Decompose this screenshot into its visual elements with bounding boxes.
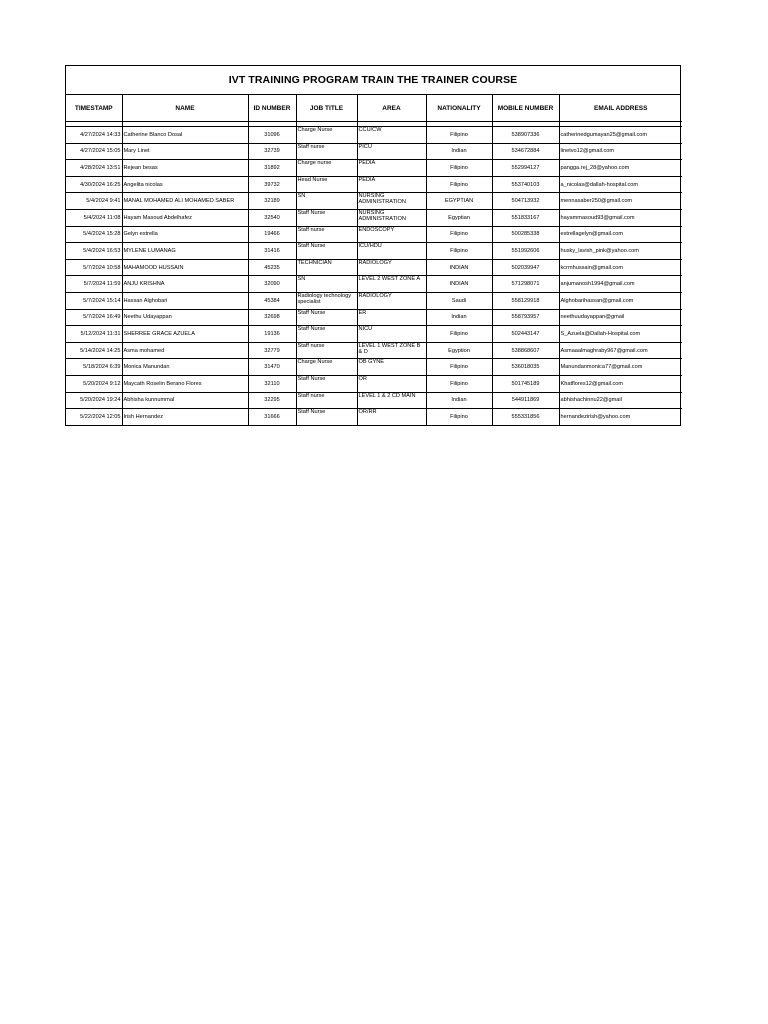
cell-name: Monica Manundan (122, 359, 248, 376)
col-header-name: NAME (122, 95, 248, 122)
cell-email-address: estrellagelyn@gmail.com (559, 226, 682, 243)
cell-timestamp: 5/22/2024 12:05 (66, 409, 122, 425)
cell-job-title: Staff nurse (296, 143, 357, 160)
cell-mobile-number: 552994127 (492, 160, 559, 177)
cell-name: SHERREE GRACE AZUELA (122, 326, 248, 343)
cell-email-address: kcrmhussain@gmail.com (559, 259, 682, 276)
cell-timestamp: 4/27/2024 15:05 (66, 143, 122, 160)
cell-id-number: 45384 (248, 292, 296, 309)
cell-nationality: Filipino (426, 375, 492, 392)
cell-timestamp: 5/7/2024 10:58 (66, 259, 122, 276)
cell-email-address: husky_lavish_pink@yahoo.com (559, 243, 682, 260)
cell-nationality: Filipino (426, 226, 492, 243)
cell-mobile-number: 558129918 (492, 292, 559, 309)
cell-name: Abhisha kunnummal (122, 392, 248, 409)
cell-mobile-number: 553740103 (492, 176, 559, 193)
cell-name: MAHAMOOD HUSSAIN (122, 259, 248, 276)
cell-id-number: 32110 (248, 375, 296, 392)
cell-timestamp: 5/4/2024 9:41 (66, 193, 122, 210)
cell-nationality: INDIAN (426, 259, 492, 276)
table-row (66, 359, 682, 376)
table-row (66, 309, 682, 326)
cell-id-number: 19136 (248, 326, 296, 343)
sheet-title: IVT TRAINING PROGRAM TRAIN THE TRAINER COURSE (66, 66, 680, 95)
cell-email-address: hernandezirish@yahoo.com (560, 413, 631, 420)
table-row (66, 392, 682, 409)
cell-mobile-number: 538868607 (492, 342, 559, 359)
cell-email-address: anjumanosh1994@gmail.com (559, 276, 682, 293)
cell-area: PICU (357, 143, 426, 160)
cell-mobile-number: 538907336 (492, 127, 559, 144)
cell-job-title: Staff nurse (296, 342, 357, 359)
cell-timestamp: 5/20/2024 9:12 (66, 375, 122, 392)
cell-id-number: 31892 (248, 160, 296, 177)
cell-email-address: abhishachinnu22@gmail (559, 392, 682, 409)
cell-email-address: linetvo12@gmail.com (559, 143, 682, 160)
cell-area: RADIOLOGY (357, 292, 426, 309)
table-row (66, 209, 682, 226)
cell-job-title: Staff nurse (296, 226, 357, 243)
cell-email-address: neethuudayappan@gmail (559, 309, 682, 326)
cell-id-number: 31666 (248, 409, 296, 425)
cell-area: NICU (357, 326, 426, 343)
cell-name: Hayam Masoud Abdelhafez (122, 209, 248, 226)
cell-name: ANJU KRISHNA (122, 276, 248, 293)
cell-mobile-number: 502443147 (492, 326, 559, 343)
cell-mobile-number: 558793957 (492, 309, 559, 326)
cell-area: ENDOSCOPY (357, 226, 426, 243)
cell-name: Gelyn estrella (122, 226, 248, 243)
cell-nationality: EGYPTIAN (426, 193, 492, 210)
table-row (66, 127, 682, 144)
cell-job-title: Staff Nurse (296, 243, 357, 260)
cell-area: PEDIA (357, 160, 426, 177)
cell-nationality: Indian (426, 309, 492, 326)
cell-timestamp: 5/7/2024 15:14 (66, 292, 122, 309)
cell-id-number: 31470 (248, 359, 296, 376)
cell-nationality: Indian (426, 143, 492, 160)
cell-mobile-number: 500285338 (492, 226, 559, 243)
cell-job-title: Staff Nurse (296, 309, 357, 326)
cell-email-address: Asmaaalmaghraby967@gmail.com (559, 342, 682, 359)
cell-timestamp: 5/12/2024 11:31 (66, 326, 122, 343)
cell-name: Angelita nicolas (122, 176, 248, 193)
cell-job-title: Charge Nurse (296, 359, 357, 376)
cell-id-number: 32189 (248, 193, 296, 210)
cell-name: Irish Hernandez (122, 409, 248, 425)
cell-job-title: Charge nurse (296, 160, 357, 177)
cell-mobile-number: 555331856 (492, 409, 559, 425)
col-header-job-title: JOB TITLE (296, 95, 357, 122)
table-row (66, 259, 682, 276)
table-body (66, 122, 682, 425)
col-header-timestamp: TIMESTAMP (66, 95, 122, 122)
table-row (66, 375, 682, 392)
cell-area: LEVEL 2 WEST ZONE A (357, 276, 426, 293)
cell-timestamp: 5/4/2024 11:08 (66, 209, 122, 226)
cell-email-address: a_nicolas@dallah-hospital.com (559, 176, 682, 193)
cell-name: Catherine Blanco Dosal (122, 127, 248, 144)
cell-job-title: TECHNICIAN (296, 259, 357, 276)
col-header-mobile-number: MOBILE NUMBER (492, 95, 559, 122)
cell-job-title: Radiology technology specialist (296, 292, 357, 309)
cell-job-title: Staff Nurse (296, 326, 357, 343)
cell-nationality: Indian (426, 392, 492, 409)
table-row (66, 176, 682, 193)
cell-timestamp: 4/28/2024 13:51 (66, 160, 122, 177)
cell-id-number: 19466 (248, 226, 296, 243)
cell-email-address: catherinedgumayan25@gmail.com (559, 127, 682, 144)
table-row (66, 409, 682, 425)
cell-email-address: pangga.rej_28@yahoo.com (559, 160, 682, 177)
cell-id-number: 31096 (248, 127, 296, 144)
table-row (66, 160, 682, 177)
cell-timestamp: 5/7/2024 16:49 (66, 309, 122, 326)
cell-id-number: 32779 (248, 342, 296, 359)
cell-nationality: Egyptian (426, 209, 492, 226)
cell-job-title: Staff Nurse (296, 409, 357, 425)
cell-nationality: Filipino (426, 160, 492, 177)
col-header-id-number: ID NUMBER (248, 95, 296, 122)
cell-area: OR/RR (357, 409, 426, 425)
cell-timestamp: 4/27/2024 14:33 (66, 127, 122, 144)
table-row (66, 226, 682, 243)
cell-nationality: Filipino (426, 409, 492, 425)
cell-area: RADIOLOGY (357, 259, 426, 276)
spreadsheet-page (65, 65, 681, 426)
table-row (66, 193, 682, 210)
col-header-email-address: EMAIL ADDRESS (559, 95, 682, 122)
cell-mobile-number: 536018035 (492, 359, 559, 376)
cell-job-title: Staff nurse (296, 392, 357, 409)
cell-id-number: 32540 (248, 209, 296, 226)
cell-name: MYLENE LUMANAG (122, 243, 248, 260)
cell-job-title: Charge Nurse (296, 127, 357, 144)
cell-timestamp: 5/4/2024 16:53 (66, 243, 122, 260)
cell-name: Neethu Udayappan (122, 309, 248, 326)
cell-mobile-number: 501745189 (492, 375, 559, 392)
cell-id-number: 32090 (248, 276, 296, 293)
participants-table (66, 95, 682, 425)
cell-email-address: hayammasoud93@gmail.com (559, 209, 682, 226)
cell-id-number: 45235 (248, 259, 296, 276)
col-header-nationality: NATIONALITY (426, 95, 492, 122)
cell-id-number: 32698 (248, 309, 296, 326)
cell-job-title: SN (296, 193, 357, 210)
table-row (66, 143, 682, 160)
cell-name: Maycath Roselin Berano Flores (122, 375, 248, 392)
cell-mobile-number: 504713932 (492, 193, 559, 210)
col-header-area: AREA (357, 95, 426, 122)
table-row (66, 342, 682, 359)
cell-email-address: Alghobarihassan@gmail.com (559, 292, 682, 309)
table-row (66, 292, 682, 309)
table-row (66, 243, 682, 260)
cell-timestamp: 5/14/2024 14:25 (66, 342, 122, 359)
cell-id-number: 32295 (248, 392, 296, 409)
cell-job-title: SN (296, 276, 357, 293)
cell-id-number: 31416 (248, 243, 296, 260)
cell-timestamp: 5/20/2024 19:24 (66, 392, 122, 409)
cell-area: OR (357, 375, 426, 392)
cell-name: Hassan Alghobari (122, 292, 248, 309)
cell-timestamp: 5/18/2024 6:39 (66, 359, 122, 376)
cell-name: Asma mohamed (122, 342, 248, 359)
cell-email-address: Khatflores12@gmail.com (559, 375, 682, 392)
cell-nationality: Egyption (426, 342, 492, 359)
cell-id-number: 32739 (248, 143, 296, 160)
cell-email-address: mennasaber250@gmail.com (559, 193, 682, 210)
cell-area: NURSING ADMINISTRATION (357, 193, 426, 210)
cell-email-address: S_Azuela@Dallah-Hospital.com (559, 326, 682, 343)
cell-area: NURSING ADMINISTRATION (357, 209, 426, 226)
cell-job-title: Head Nurse (296, 176, 357, 193)
cell-area: PEDIA (357, 176, 426, 193)
cell-mobile-number: 534672884 (492, 143, 559, 160)
table-row (66, 326, 682, 343)
cell-timestamp: 5/7/2024 11:59 (66, 276, 122, 293)
cell-area: LEVEL 1 WEST ZONE B & D (357, 342, 426, 359)
cell-mobile-number: 502039947 (492, 259, 559, 276)
cell-nationality: Filipino (426, 326, 492, 343)
cell-email-address: Manundanmonica77@gmail.com (559, 359, 682, 376)
cell-nationality: Filipino (426, 243, 492, 260)
cell-job-title: Staff Nurse (296, 375, 357, 392)
cell-timestamp: 5/4/2024 15:28 (66, 226, 122, 243)
cell-job-title: Staff Nurse (296, 209, 357, 226)
cell-name: Rejean besas (122, 160, 248, 177)
cell-area: ICU/HDU (357, 243, 426, 260)
cell-nationality: Filipino (426, 176, 492, 193)
cell-area: CCU/CW (357, 127, 426, 144)
cell-name: MANAL MOHAMED ALI MOHAMED SABER (122, 193, 248, 210)
cell-timestamp: 4/30/2024 16:25 (66, 176, 122, 193)
cell-area: ER (357, 309, 426, 326)
cell-area: LEVEL 1 & 2 CD MAIN (357, 392, 426, 409)
cell-mobile-number: 551833167 (492, 209, 559, 226)
cell-id-number: 39732 (248, 176, 296, 193)
table-row (66, 276, 682, 293)
header-row (66, 95, 682, 122)
cell-name: Mary Linet (122, 143, 248, 160)
cell-nationality: Saudi (426, 292, 492, 309)
cell-area: OB GYNE (357, 359, 426, 376)
cell-nationality: INDIAN (426, 276, 492, 293)
cell-nationality: Filipino (426, 359, 492, 376)
cell-mobile-number: 544911869 (492, 392, 559, 409)
cell-nationality: Filipino (426, 127, 492, 144)
cell-mobile-number: 571298071 (492, 276, 559, 293)
cell-mobile-number: 551992606 (492, 243, 559, 260)
